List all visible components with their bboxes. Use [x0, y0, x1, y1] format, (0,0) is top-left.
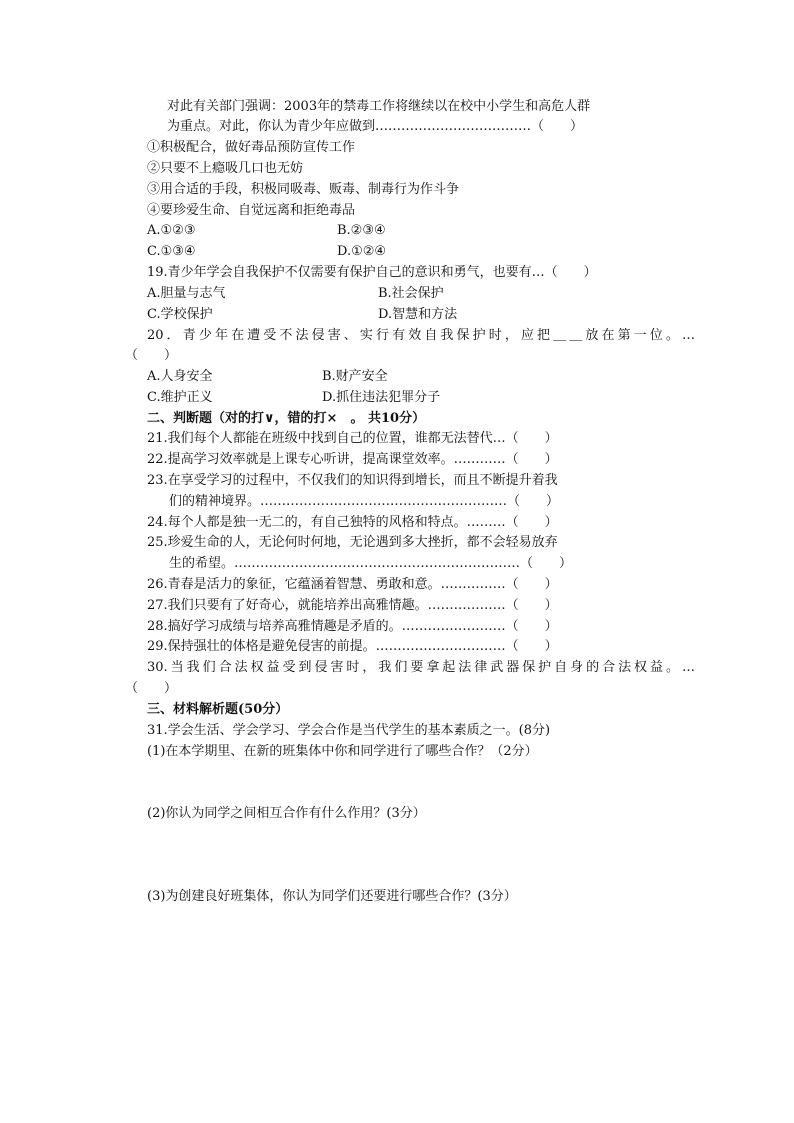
choice-c: C.维护正义 — [147, 390, 213, 405]
section-heading: 二、判断题（对的打∨，错的打× 。 共10分） — [147, 411, 426, 426]
question-24: 24.每个人都是独一无二的，有自己独特的风格和特点。………（ ） — [147, 515, 558, 530]
question-25-cont: 生的希望。…………………………………………………………（ ） — [169, 556, 573, 571]
choice-d: D.①②④ — [337, 244, 387, 259]
choice-b: B.②③④ — [337, 223, 386, 238]
choice-b: B.社会保护 — [378, 286, 444, 301]
question-31-part-2: (2)你认为同学之间相互合作有什么作用？(3分） — [147, 806, 426, 821]
question-28: 28.搞好学习成绩与培养高雅情趣是矛盾的。……………………（ ） — [147, 619, 558, 634]
option-line: ④要珍爱生命、自觉远离和拒绝毒品 — [147, 203, 356, 218]
choice-b: B.财产安全 — [322, 369, 388, 384]
question-27: 27.我们只要有了好奇心，就能培养出高雅情趣。………………（ ） — [147, 598, 558, 613]
answer-bracket: （ ） — [125, 348, 178, 363]
text-line: 对此有关部门强调：2003年的禁毒工作将继续以在校中小学生和高危人群 — [167, 99, 591, 114]
choice-a: A.胆量与志气 — [147, 286, 226, 301]
option-line: ②只要不上瘾吸几口也无妨 — [147, 161, 304, 176]
question-21: 21.我们每个人都能在班级中找到自己的位置，谁都无法替代…（ ） — [147, 431, 558, 446]
choice-a: A.①②③ — [147, 223, 196, 238]
question-29: 29.保持强壮的体格是避免侵害的前提。…………………………（ ） — [147, 639, 558, 654]
choice-d: D.智慧和方法 — [378, 307, 458, 322]
question-31: 31.学会生活、学会学习、学会合作是当代学生的基本素质之一。(8分) — [147, 723, 551, 738]
question-20: 20．青少年在遭受不法侵害、实行有效自我保护时，应把＿＿放在第一位。… — [147, 328, 695, 343]
question-26: 26.青春是活力的象征，它蕴涵着智慧、勇敢和意。……………（ ） — [147, 577, 558, 592]
question-30: 30.当我们合法权益受到侵害时，我们要拿起法律武器保护自身的合法权益。… — [147, 660, 695, 675]
option-line: ①积极配合，做好毒品预防宣传工作 — [147, 140, 356, 155]
answer-bracket: （ ） — [125, 681, 178, 696]
question-19: 19.青少年学会自我保护不仅需要有保护自己的意识和勇气，也要有…（ ） — [147, 265, 597, 280]
text-line: 为重点。对此，你认为青少年应做到………………………………（ ） — [167, 119, 584, 134]
section-heading: 三、材料解析题(50分） — [147, 702, 289, 717]
question-31-part-3: (3)为创建良好班集体，你认为同学们还要进行哪些合作？(3分） — [147, 889, 517, 904]
choice-d: D.抓住违法犯罪分子 — [322, 390, 441, 405]
choice-a: A.人身安全 — [147, 369, 213, 384]
question-23-cont: 们的精神境界。…………………………………………………（ ） — [169, 494, 560, 509]
question-25: 25.珍爱生命的人，无论何时何地，无论遇到多大挫折，都不会轻易放弃 — [147, 535, 558, 550]
choice-c: C.学校保护 — [147, 307, 213, 322]
question-31-part-1: (1)在本学期里、在新的班集体中你和同学进行了哪些合作？（2分） — [147, 744, 538, 759]
choice-c: C.①③④ — [147, 244, 196, 259]
question-23: 23.在享受学习的过程中，不仅我们的知识得到增长，而且不断提升着我 — [147, 473, 558, 488]
question-22: 22.提高学习效率就是上课专心听讲，提高课堂效率。…………（ ） — [147, 452, 558, 467]
option-line: ③用合适的手段，积极同吸毒、贩毒、制毒行为作斗争 — [147, 182, 460, 197]
